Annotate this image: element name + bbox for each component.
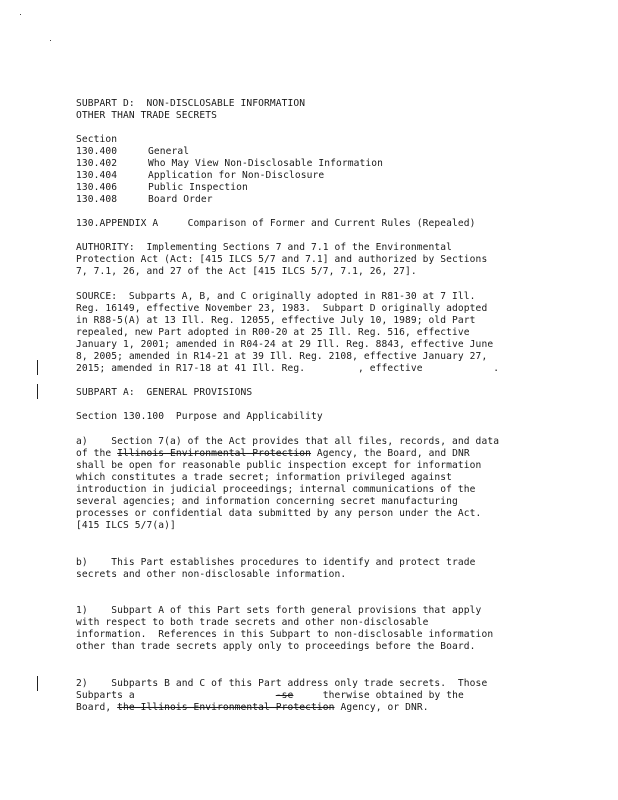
para-b-line: secrets and other non-disclosable information. — [76, 569, 347, 580]
para-a-line: introduction in judicial proceedings; internal communications of the — [76, 484, 476, 495]
source-line: in R88-5(A) at 13 Ill. Reg. 12055, effective July 10, 1989; old Part — [76, 315, 476, 326]
text-run: therwise obtained by the — [293, 690, 464, 701]
para-2-line — [76, 702, 429, 713]
toc-row — [76, 146, 190, 157]
source-line: Reg. 16149, effective November 23, 1983. Subpart D originally adopted — [76, 303, 488, 314]
deleted-text: the Illinois Environmental Protection — [117, 702, 335, 713]
section-title: Section 130.100 Purpose and Applicability — [76, 411, 323, 422]
source-line: SOURCE: Subparts A, B, and C originally adopted in R81-30 at 7 Ill. — [76, 291, 476, 302]
para-a-line: shall be open for reasonable public inspection except for information — [76, 460, 482, 471]
deleted-text: -se — [275, 690, 294, 701]
toc-section-number: 130.404 — [76, 170, 118, 181]
change-bar — [37, 384, 38, 399]
source-line: repealed, new Part adopted in R00-20 at 25 Ill. Reg. 516, effective — [76, 327, 470, 338]
authority-line: AUTHORITY: Implementing Sections 7 and 7.1 of the Environmental — [76, 242, 453, 253]
text-run: Agency, or DNR. — [334, 702, 429, 713]
para-1-line: information. References in this Subpart to non-disclosable information — [76, 629, 494, 640]
toc-section-header: Section — [76, 134, 118, 145]
para-b-line: b) This Part establishes procedures to identify and protect trade — [76, 557, 476, 568]
para-a-line — [76, 448, 470, 459]
authority-line: Protection Act (Act: [415 ILCS 5/7 and 7.1] and authorized by Sections — [76, 254, 488, 265]
toc-section-title: Board Order — [148, 194, 213, 205]
subpart-d-heading: SUBPART D: NON-DISCLOSABLE INFORMATION — [76, 98, 306, 109]
source-line: January 1, 2001; amended in R04-24 at 29 Ill. Reg. 8843, effective June — [76, 339, 494, 350]
para-a-line: processes or confidential data submitted by any person under the Act. — [76, 508, 482, 519]
toc-row — [76, 170, 325, 181]
text-run: of the — [76, 448, 118, 459]
toc-section-title: Application for Non-Disclosure — [148, 170, 325, 181]
toc-section-number: 130.402 — [76, 158, 118, 169]
para-1-line: 1) Subpart A of this Part sets forth general provisions that apply — [76, 605, 482, 616]
change-bar — [37, 360, 38, 375]
para-a-line: a) Section 7(a) of the Act provides that all files, records, and data — [76, 436, 500, 447]
source-line: 2015; amended in R17-18 at 41 Ill. Reg. , effective . — [76, 363, 500, 374]
scan-speck — [20, 14, 21, 15]
para-2-line — [76, 690, 464, 701]
text-run: Agency, the Board, and DNR — [311, 448, 470, 459]
source-line: 8, 2005; amended in R14-21 at 39 Ill. Reg. 2108, effective January 27, — [76, 351, 488, 362]
text-run: Subparts a — [76, 690, 276, 701]
toc-section-number: 130.400 — [76, 146, 118, 157]
authority-line: 7, 7.1, 26, and 27 of the Act [415 ILCS 5/7, 7.1, 26, 27]. — [76, 266, 417, 277]
subpart-d-heading-line2: OTHER THAN TRADE SECRETS — [76, 110, 218, 121]
deleted-text: Illinois Environmental Protection — [117, 448, 312, 459]
toc-row — [76, 182, 248, 193]
para-2-line: 2) Subparts B and C of this Part address only trade secrets. Those — [76, 678, 488, 689]
para-a-line: which constitutes a trade secret; information privileged against — [76, 472, 453, 483]
text-run: Board, — [76, 702, 118, 713]
para-1-line: with respect to both trade secrets and other non-disclosable — [76, 617, 429, 628]
para-1-line: other than trade secrets apply only to proceedings before the Board. — [76, 641, 476, 652]
change-bar — [37, 676, 38, 691]
scan-speck — [50, 40, 51, 41]
subpart-a-heading: SUBPART A: GENERAL PROVISIONS — [76, 387, 253, 398]
toc-section-title: Who May View Non-Disclosable Information — [148, 158, 384, 169]
toc-section-number: 130.406 — [76, 182, 118, 193]
toc-appendix: 130.APPENDIX A Comparison of Former and Current Rules (Repealed) — [76, 218, 476, 229]
toc-row — [76, 158, 384, 169]
toc-section-title: Public Inspection — [148, 182, 248, 193]
para-a-line: [415 ILCS 5/7(a)] — [76, 520, 176, 531]
para-a-line: several agencies; and information concerning secret manufacturing — [76, 496, 458, 507]
toc-section-title: General — [148, 146, 190, 157]
toc-section-number: 130.408 — [76, 194, 118, 205]
toc-row — [76, 194, 213, 205]
